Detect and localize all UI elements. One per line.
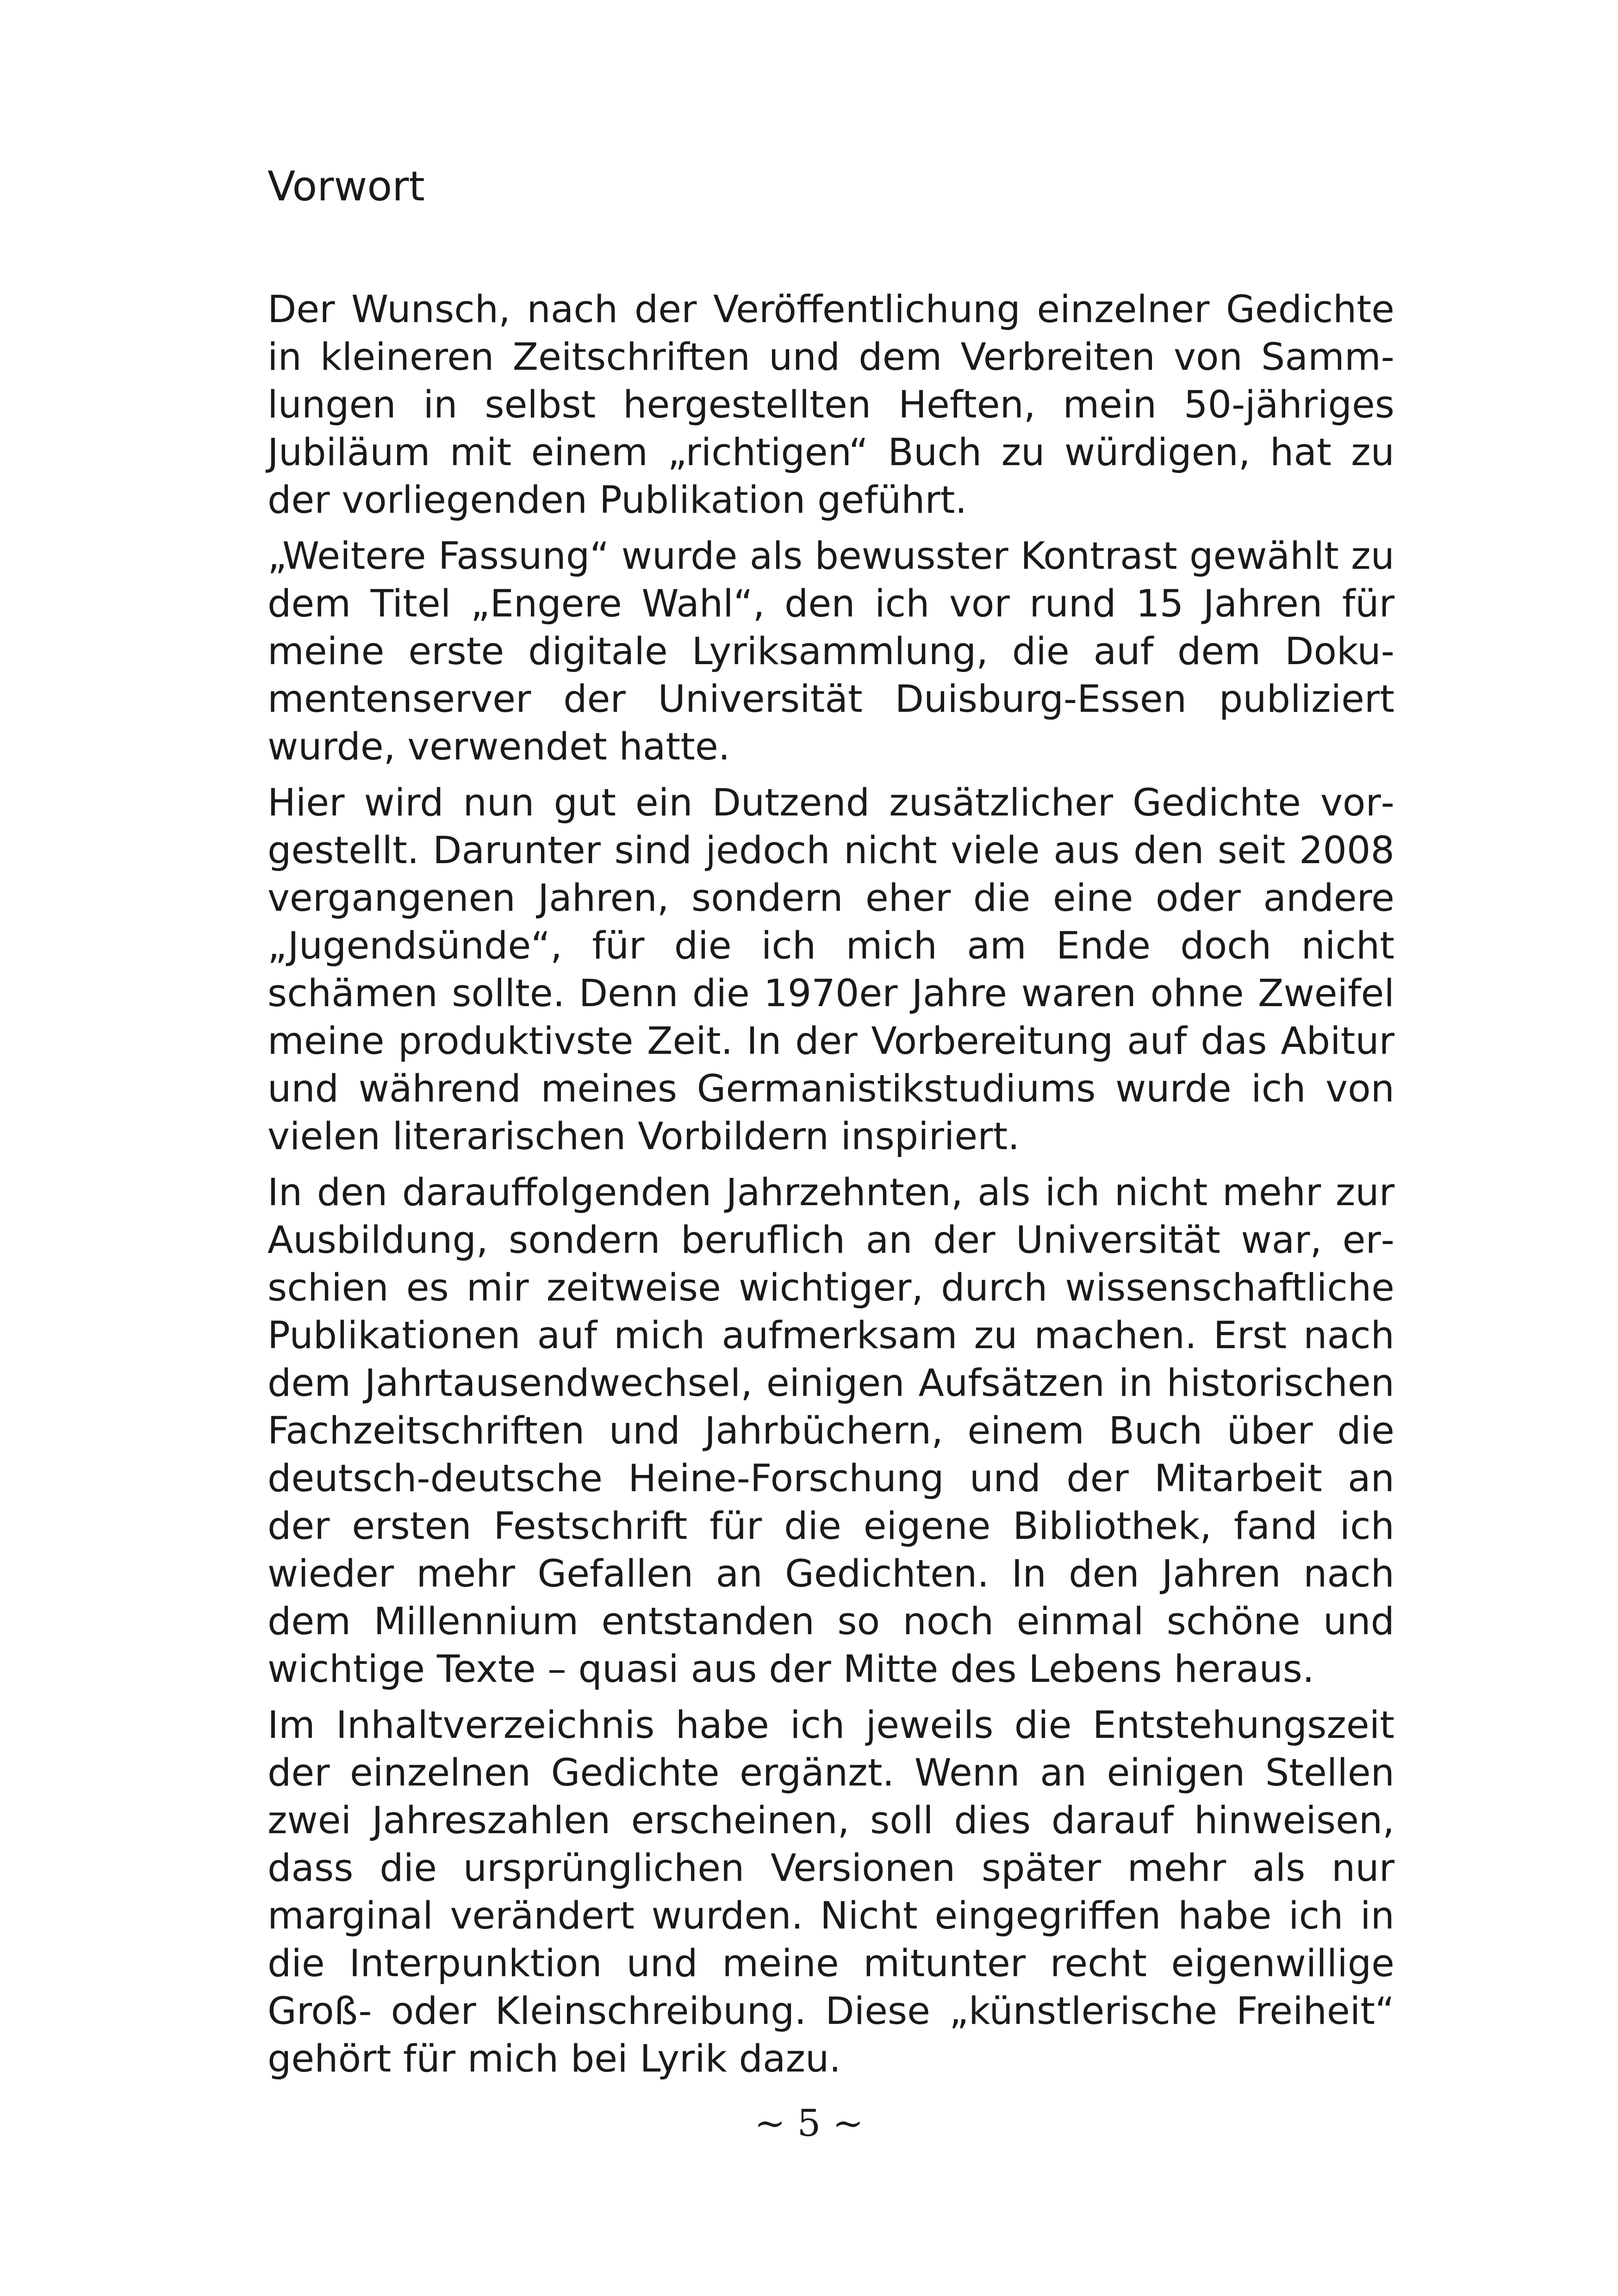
page-number: ~ 5 ~ — [754, 2102, 864, 2145]
paragraph-2: „Weitere Fassung“ wurde als bewusster Kontrast gewählt zu dem Titel „Engere Wahl“, den ich vor rund 15 Jahren für meine erste digitale Lyriksammlung, die auf dem Dokumentenserver der Universität Duisburg-Essen publiziert wurde, verwendet hatte. — [268, 535, 1394, 769]
paragraph-5: Im Inhaltverzeichnis habe ich jeweils die Entstehungszeit der einzelnen Gedichte ergänzt. Wenn an einigen Stellen zwei Jahreszahlen erscheinen, soll dies darauf hinweisen, dass die ursprünglichen Versionen später mehr als nur marginal verändert wurden. Nicht eingegriffen habe ich in die Interpunktion und meine mitunter recht eigenwillige Groß- oder Kleinschreibung. Diese „künstlerische Freiheit“ gehört für mich bei Lyrik dazu. — [268, 1704, 1394, 2081]
foreword-text — [268, 286, 1394, 2091]
page-title: Vorwort — [268, 162, 425, 210]
paragraph-1: Der Wunsch, nach der Veröffentlichung einzelner Gedichte in kleineren Zeitschriften und dem Verbreiten von Sammlungen in selbst hergestellten Heften, mein 50-jähriges Jubiläum mit einem „richtigen“ Buch zu würdigen, hat zu der vorliegenden Publikation geführt. — [268, 288, 1394, 522]
paragraph-3: Hier wird nun gut ein Dutzend zusätzlicher Gedichte vorgestellt. Darunter sind jedoch nicht viele aus den seit 2008 vergangenen Jahren, sondern eher die eine oder andere „Jugendsünde“, für die ich mich am Ende doch nicht schämen sollte. Denn die 1970er Jahre waren ohne Zweifel meine produktivste Zeit. In der Vorbereitung auf das Abitur und während meines Germanistikstudiums wurde ich von vielen literarischen Vorbildern inspiriert. — [268, 781, 1394, 1158]
paragraph-4: In den darauffolgenden Jahrzehnten, als ich nicht mehr zur Ausbildung, sondern beruflich an der Universität war, erschien es mir zeitweise wichtiger, durch wissenschaftliche Publikationen auf mich aufmerksam zu machen. Erst nach dem Jahrtausendwechsel, einigen Aufsätzen in historischen Fachzeitschriften und Jahrbüchern, einem Buch über die deutsch-deutsche Heine-Forschung und der Mitarbeit an der ersten Festschrift für die eigene Bibliothek, fand ich wieder mehr Gefallen an Gedichten. In den Jahren nach dem Millennium entstanden so noch einmal schöne und wichtige Texte – quasi aus der Mitte des Lebens heraus. — [268, 1171, 1394, 1691]
